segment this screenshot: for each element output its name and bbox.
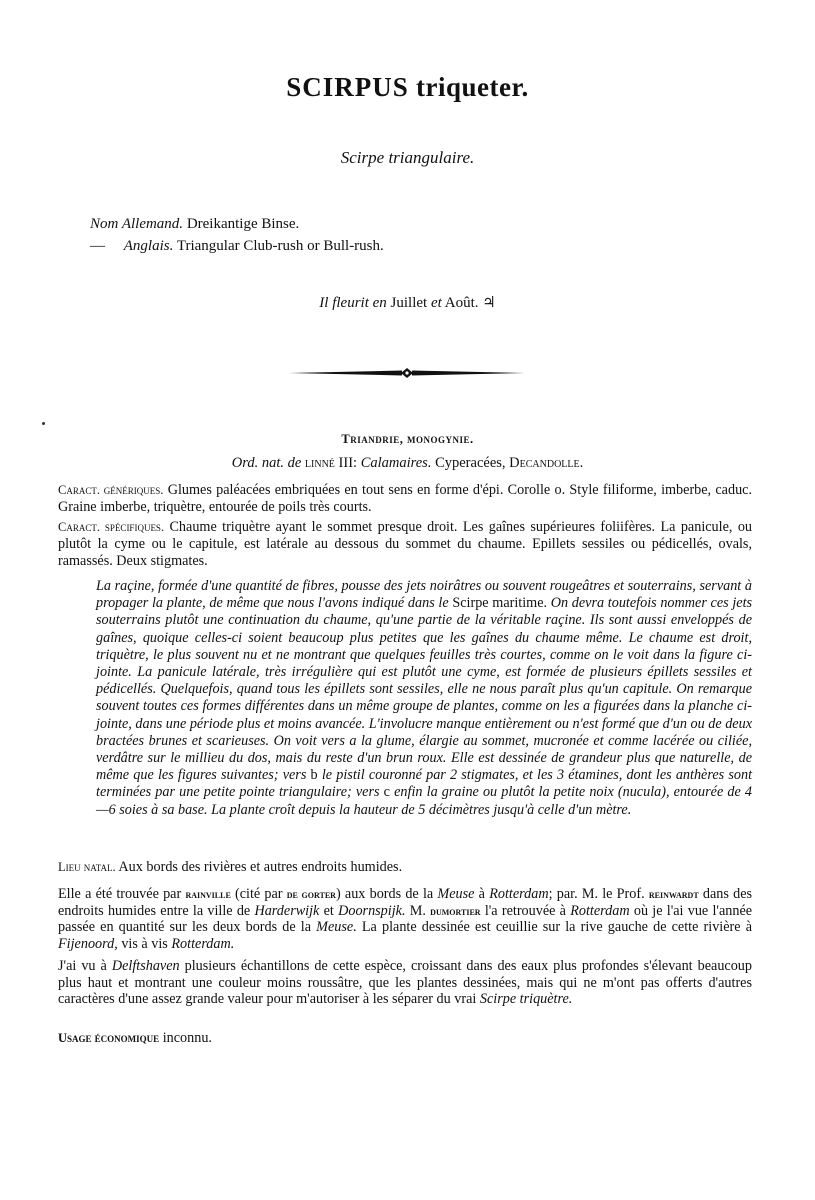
place-rotterdam: Rotterdam — [570, 902, 630, 919]
ink-speck — [42, 422, 45, 425]
p1-text: et — [323, 902, 334, 919]
desc-part1: La raçine, formée d'une quantité de fibres, pousse des jets noirâtres ou souvent rougeâtres et souterrains, servant à propager la plante, de même que nous l'avons indiqué dans le — [96, 578, 752, 612]
desc-letter-c: c — [383, 784, 390, 801]
place-harderwijk: Harderwijk — [254, 902, 320, 919]
flowering-conj: et — [430, 295, 442, 311]
cyperacees: Cyperacées, — [435, 455, 506, 471]
flowering-pre: Il fleurit en — [319, 295, 387, 311]
linne-class: III: — [338, 455, 358, 471]
english-label: Anglais. — [123, 238, 174, 254]
p2-text: J'ai vu à — [58, 958, 107, 974]
native-habitat — [58, 859, 752, 876]
specific-characters — [58, 519, 752, 570]
name-dumortier: dumortier — [430, 903, 481, 918]
p1-text: ) aux bords de la — [335, 886, 434, 902]
ditto-dash: — — [90, 238, 105, 254]
p1-text: M. — [409, 902, 426, 919]
desc-letter-b: b — [310, 767, 318, 784]
title-species: triqueter. — [416, 72, 529, 102]
p1-text: Elle a été trouvée par — [58, 886, 182, 902]
specific-label: Caract. spécifiques. — [58, 520, 165, 534]
decandolle: Decandolle. — [509, 455, 584, 471]
place-doornspijk: Doornspijk. — [338, 902, 406, 919]
desc-part3: le pistil couronné par 2 stigmates, et les 3 étamines, dont les anthères sont terminées par une petite pointe triangulaire; vers — [96, 767, 753, 801]
place-meuse: Meuse. — [316, 919, 357, 935]
name-reinwardt: reinwardt — [648, 887, 699, 901]
natural-order-line — [0, 455, 815, 472]
habitat-text: Aux bords des rivières et autres endroits humides. — [118, 859, 403, 875]
locality-paragraph — [58, 886, 752, 952]
p1-text: ; par. M. le Prof. — [548, 886, 645, 902]
linne-name: linné — [304, 455, 335, 471]
p1-text: (cité par — [235, 886, 283, 902]
desc-scirpe: Scirpe maritime. — [452, 595, 548, 612]
usage-label: Usage économique — [58, 1031, 160, 1045]
place-delftshaven: Delftshaven — [111, 958, 180, 974]
place-fijenoord: Fijenoord, — [58, 935, 118, 952]
place-meuse: Meuse — [437, 886, 475, 902]
usage-text: inconnu. — [162, 1030, 212, 1046]
flowering-line — [0, 293, 815, 312]
page-title — [0, 72, 815, 103]
desc-part2: On devra toutefois nommer ces jets souterrains plutôt une continuation du chaume, qu'une partie de la véritable raçine. Ils sont aussi enveloppés de gaînes, quoique celles-ci soient beaucoup plus petites que les gaînes du chaume même. Le chaume est droit, triquètre, le plus souvent nu et ne montrant que quelques feuilles très courtes, comme on le voit dans la figure ci-jointe. La panicule latérale, très irrégulière qui est plutôt une cyme, est formée de plusieurs épillets sessiles et pédicellés. Quelquefois, quand tous les épillets sont sessiles, elle ne nous paraît plus qu'un capitule. On remarque souvent toutes ces formes différentes dans un même groupe de plantes, comme on les a figurées dans la planche ci-jointe, dans une période plus et moins avancée. L'involucre manque entièrement ou n'est formé que d'un ou de deux bractées brunes et scarieuses. On voit vers a la glume, élargie au sommet, mucronée et comme lacérée ou ciliée, verdâtre sur le millieu du dos, mais du reste d'un brun roux. Elle est dessinée de grandeur plus que naturelle, de même que les figures suivantes; vers — [96, 595, 753, 784]
specific-text: Chaume triquètre ayant le sommet presque droit. Les gaînes supérieures foliifères. La panicule, ou plutôt la cyme ou le capitule, est latérale au dessous du sommet du chaume. Epillets sessiles ou pédicellés, ovals, ramassés. Deux stigmates. — [58, 519, 753, 569]
scirpe-triquetre: Scirpe triquètre. — [479, 991, 573, 1007]
ornamental-divider — [287, 366, 527, 380]
name-rainville: rainville — [185, 887, 231, 901]
flowering-month1: Juillet — [390, 295, 428, 311]
flowering-month2: Août. — [444, 295, 479, 311]
ord-label: Ord. nat. de — [231, 455, 302, 471]
p1-text: dans des endroits humides entre la ville de — [58, 886, 753, 919]
common-names — [90, 213, 384, 257]
name-gorter: de gorter — [286, 887, 336, 901]
p1-text: à — [478, 886, 485, 902]
english-value: Triangular Club-rush or Bull-rush. — [176, 238, 384, 254]
generic-characters — [58, 482, 752, 516]
p1-text: l'a retrouvée à — [484, 902, 566, 919]
p1-text: où je l'ai vue l'année passée en quantité sur les deux bords de la — [58, 902, 753, 935]
place-rotterdam: Rotterdam. — [171, 935, 235, 952]
title-genus: SCIRPUS — [286, 72, 409, 102]
perennial-symbol: ♃ — [482, 295, 496, 311]
english-name-line — [90, 235, 384, 257]
p2-text: plusieurs échantillons de cette espèce, croissant dans des eaux plus profondes s'élevant beaucoup plus haut et montrant une couleur moins roussâtre, que les plantes dessinées, mais qui ne m'ont pas offerts d'autres caractères d'une assez grande valeur pour m'autoriser à les séparer du vrai — [58, 958, 752, 1007]
economic-use — [58, 1030, 212, 1047]
species-description — [96, 578, 752, 819]
habitat-label: Lieu natal. — [58, 860, 116, 874]
german-name-line — [90, 213, 384, 235]
classification-heading: Triandrie, monogynie. — [341, 432, 474, 446]
observation-paragraph — [58, 958, 752, 1008]
page-subtitle: Scirpe triangulaire. — [340, 148, 475, 167]
place-rotterdam: Rotterdam — [489, 886, 549, 902]
p1-text: vis à vis — [121, 935, 168, 952]
desc-part4: enfin la graine ou plutôt la petite noix (nucula), entourée de 4—6 soies à sa base. La plante croît depuis la hauteur de 5 décimètres jusqu'à celle d'un mètre. — [96, 784, 753, 818]
p1-text: La plante dessinée est ceuillie sur la rive gauche de cette rivière à — [361, 919, 752, 935]
german-value: Dreikantige Binse. — [186, 216, 300, 232]
generic-label: Caract. génériques. — [58, 483, 164, 497]
calamaires: Calamaires. — [360, 455, 432, 471]
generic-text: Glumes paléacées embriquées en tout sens en forme d'épi. Corolle o. Style filiforme, imberbe, caduc. Graine imberbe, triquètre, entourée de poils très courts. — [58, 482, 753, 515]
german-label: Nom Allemand. — [90, 216, 184, 232]
